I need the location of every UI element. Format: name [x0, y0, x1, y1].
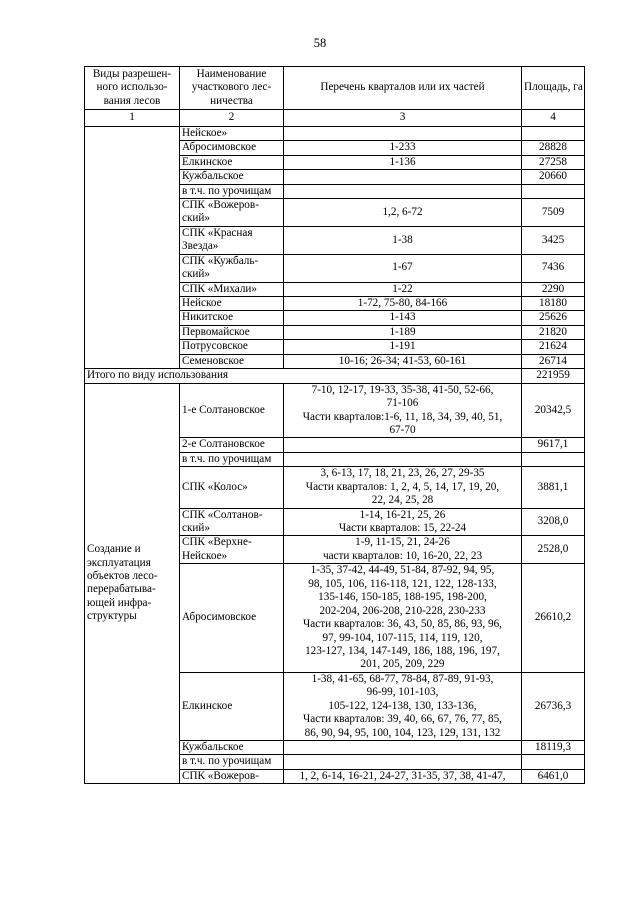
forestry-name-cell: Никитское	[180, 311, 284, 325]
quarters-cell: 10-16; 26-34; 41-53, 60-161	[284, 354, 522, 368]
header-row	[85, 67, 585, 110]
area-cell: 6461,0	[522, 769, 585, 783]
quarters-cell: 3, 6-13, 17, 18, 21, 23, 26, 27, 29-35 Части кварталов: 1, 2, 4, 5, 14, 17, 19, 20, 22, 24, 25, 28	[284, 467, 522, 508]
area-cell: 7436	[522, 254, 585, 282]
quarters-cell	[284, 184, 522, 198]
quarters-cell	[284, 755, 522, 769]
area-cell: 2528,0	[522, 536, 585, 564]
forestry-name-cell: Абросимовское	[180, 141, 284, 155]
forestry-name-cell: Первомайское	[180, 325, 284, 339]
header-forestry-name: Наименование участкового лес- ничества	[180, 67, 284, 110]
quarters-cell: 1-72, 75-80, 84-166	[284, 297, 522, 311]
quarters-cell: 1-22	[284, 282, 522, 296]
column-number: 2	[180, 110, 284, 126]
area-cell: 27258	[522, 155, 585, 169]
area-cell	[522, 184, 585, 198]
forestry-name-cell: СПК «Вожеров- ский»	[180, 198, 284, 226]
forestry-name-cell: Кужбальское	[180, 170, 284, 184]
forestry-name-cell: Елкинское	[180, 672, 284, 740]
area-cell: 3425	[522, 226, 585, 254]
quarters-cell: 1-143	[284, 311, 522, 325]
forestry-name-cell: СПК «Колос»	[180, 467, 284, 508]
forestry-name-cell: СПК «Верхне- Нейское»	[180, 536, 284, 564]
quarters-cell: 1-38, 41-65, 68-77, 78-84, 87-89, 91-93, 96-99, 101-103, 105-122, 124-138, 130, 133-136, Части кварталов: 39, 40, 66, 67, 76, 77, 85, 86, 90, 94, 95, 100, 104, 123, 129, 131, 132	[284, 672, 522, 740]
area-cell: 26736,3	[522, 672, 585, 740]
area-cell: 26714	[522, 354, 585, 368]
forestry-name-cell: СПК «Красная Звезда»	[180, 226, 284, 254]
quarters-cell: 1-233	[284, 141, 522, 155]
header-quarters: Перечень кварталов или их частей	[284, 67, 522, 110]
quarters-cell: 1-14, 16-21, 25, 26 Части кварталов: 15, 22-24	[284, 508, 522, 536]
group2-body	[85, 383, 585, 784]
area-cell: 3208,0	[522, 508, 585, 536]
forestry-name-cell: в т.ч. по урочищам	[180, 755, 284, 769]
area-cell	[522, 755, 585, 769]
area-cell: 25626	[522, 311, 585, 325]
area-cell: 18180	[522, 297, 585, 311]
area-cell: 18119,3	[522, 741, 585, 755]
total-label: Итого по виду использования	[85, 369, 522, 383]
forestry-name-cell: Потрусовское	[180, 340, 284, 354]
forestry-name-cell: 2-е Солтановское	[180, 438, 284, 452]
area-cell: 28828	[522, 141, 585, 155]
area-cell: 9617,1	[522, 438, 585, 452]
area-cell: 20660	[522, 170, 585, 184]
quarters-cell	[284, 741, 522, 755]
header-use-type: Виды разрешен- ного использо- вания лесов	[85, 67, 180, 110]
group1-body	[85, 126, 585, 368]
quarters-cell	[284, 438, 522, 452]
quarters-cell	[284, 170, 522, 184]
column-number-row	[85, 110, 585, 126]
quarters-cell: 1-191	[284, 340, 522, 354]
quarters-cell: 1-189	[284, 325, 522, 339]
page-number: 58	[313, 36, 327, 50]
column-number: 4	[522, 110, 585, 126]
column-number: 1	[85, 110, 180, 126]
quarters-cell: 1-9, 11-15, 21, 24-26 части кварталов: 10, 16-20, 22, 23	[284, 536, 522, 564]
quarters-cell: 1-67	[284, 254, 522, 282]
quarters-cell: 1-136	[284, 155, 522, 169]
table-row	[85, 383, 585, 438]
forestry-name-cell: 1-е Солтановское	[180, 383, 284, 438]
forestry-name-cell: Нейское»	[180, 126, 284, 140]
total-body	[85, 369, 585, 383]
forestry-name-cell: в т.ч. по урочищам	[180, 184, 284, 198]
area-cell	[522, 452, 585, 466]
quarters-cell: 1-38	[284, 226, 522, 254]
quarters-cell: 7-10, 12-17, 19-33, 35-38, 41-50, 52-66, 71-106 Части кварталов:1-6, 11, 18, 34, 39, 40, 51, 67-70	[284, 383, 522, 438]
quarters-cell: 1, 2, 6-14, 16-21, 24-27, 31-35, 37, 38, 41-47,	[284, 769, 522, 783]
forestry-name-cell: Кужбальское	[180, 741, 284, 755]
area-cell: 20342,5	[522, 383, 585, 438]
forest-use-table	[84, 66, 585, 784]
forestry-name-cell: Семеновское	[180, 354, 284, 368]
area-cell: 7509	[522, 198, 585, 226]
forestry-name-cell: Абросимовское	[180, 564, 284, 673]
forestry-name-cell: СПК «Солтанов- ский»	[180, 508, 284, 536]
quarters-cell	[284, 452, 522, 466]
area-cell	[522, 126, 585, 140]
area-cell: 26610,2	[522, 564, 585, 673]
quarters-cell: 1-35, 37-42, 44-49, 51-84, 87-92, 94, 95, 98, 105, 106, 116-118, 121, 122, 128-133, 135-146, 150-185, 188-195, 198-200, 202-204, 206-208, 210-228, 230-233 Части кварталов: 36, 43, 50, 85, 86, 93, 96, 97, 99-104, 107-115, 114, 119, 120, 123-127, 134, 147-149, 186, 188, 196, 197, 201, 205, 209, 229	[284, 564, 522, 673]
total-row	[85, 369, 585, 383]
quarters-cell	[284, 126, 522, 140]
forestry-name-cell: Нейское	[180, 297, 284, 311]
use-type-cell	[85, 126, 180, 368]
header-area: Площадь, га	[522, 67, 585, 110]
column-number: 3	[284, 110, 522, 126]
table-row	[85, 126, 585, 140]
area-cell: 21820	[522, 325, 585, 339]
forestry-name-cell: СПК «Михали»	[180, 282, 284, 296]
forestry-name-cell: Елкинское	[180, 155, 284, 169]
forestry-name-cell: СПК «Вожеров-	[180, 769, 284, 783]
use-type-cell: Создание и эксплуатация объектов лесо- перерабатыва- ющей инфра- структуры	[85, 383, 180, 784]
forestry-name-cell: в т.ч. по урочищам	[180, 452, 284, 466]
forestry-name-cell: СПК «Кужбаль- ский»	[180, 254, 284, 282]
area-cell: 21624	[522, 340, 585, 354]
quarters-cell: 1,2, 6-72	[284, 198, 522, 226]
area-cell: 3881,1	[522, 467, 585, 508]
area-cell: 2290	[522, 282, 585, 296]
total-area: 221959	[522, 369, 585, 383]
